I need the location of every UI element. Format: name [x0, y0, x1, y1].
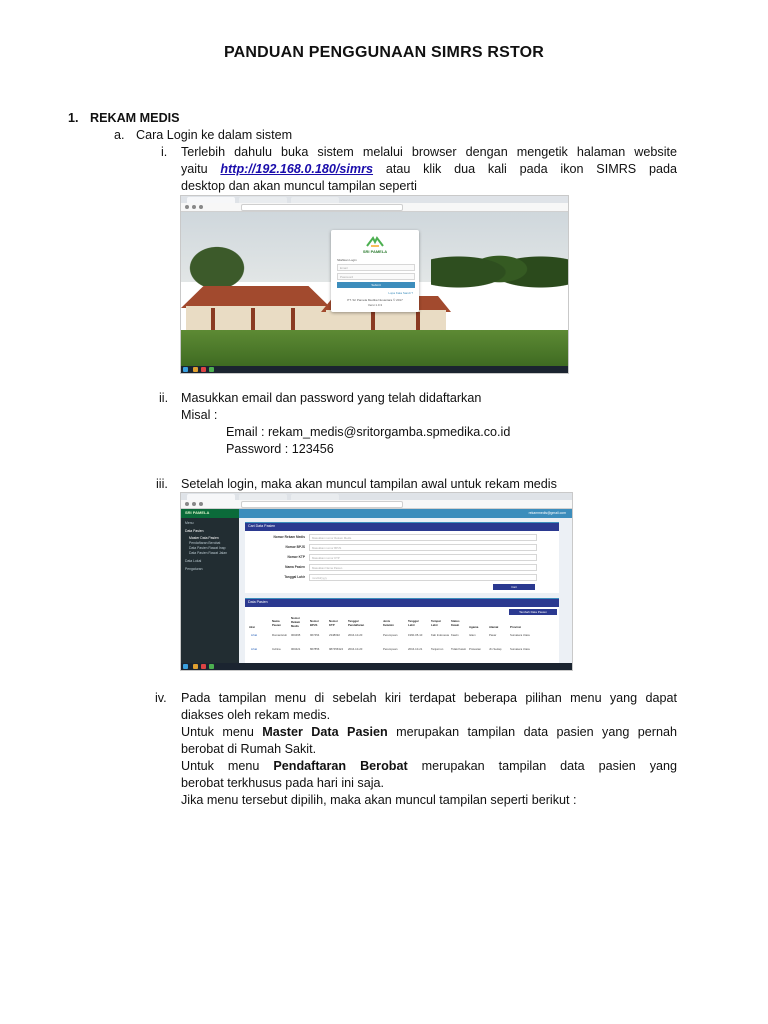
main-content [239, 518, 572, 663]
subsection-letter: a. [114, 128, 125, 142]
step2-line2: Misal : [181, 408, 218, 422]
step4-line7: Jika menu tersebut dipilih, maka akan muncul tampilan seperti berikut : [181, 793, 577, 807]
document-title: PANDUAN PENGGUNAAN SIMRS RSTOR [223, 44, 545, 61]
table-header-cell: Nama Pasien [272, 619, 282, 627]
windows-taskbar [181, 366, 568, 373]
table-cell: 2016-10-21 [408, 647, 423, 651]
patient-panel-title: Data Pasien [248, 600, 268, 604]
table-cell: Sumatera Utara [510, 647, 530, 651]
table-cell: Protestan [469, 647, 481, 651]
step1-line2 [181, 161, 677, 178]
step4-line5-suffix: merupakan tampilan data pasien yang [421, 759, 678, 773]
sidebar-brand: SRI PAMELA [185, 510, 210, 515]
login-footer-version: Versi 1.0.3 [367, 303, 383, 307]
step4-numeral: iv. [155, 691, 167, 705]
sri-pamela-logo-icon [365, 236, 385, 248]
step4-line5 [181, 758, 677, 775]
table-cell: 967454 [310, 633, 320, 637]
reload-icon [199, 205, 203, 209]
ktp-input[interactable] [309, 554, 537, 561]
search-button[interactable]: Cari [493, 584, 535, 590]
subsection-title: Cara Login ke dalam sistem [136, 128, 293, 142]
step1-numeral: i. [161, 145, 168, 159]
table-header-cell: Provinsi [510, 625, 522, 629]
browser-tab-bar [181, 493, 572, 500]
sidebar-brand-bar [181, 509, 239, 518]
table-cell: 867856 [310, 647, 320, 651]
field-label: Nomor KTP [287, 555, 305, 559]
explorer-icon [193, 664, 198, 669]
browser-address-bar [181, 500, 572, 509]
search-panel [245, 522, 559, 593]
login-submit-button[interactable]: Submit [337, 282, 415, 288]
menu-pendaftaran-berobat: Pendaftaran Berobat [273, 759, 408, 773]
windows-taskbar [181, 663, 572, 670]
rekam-medis-input[interactable] [309, 534, 537, 541]
table-cell: 2016-10-20 [348, 633, 363, 637]
table-cell: 1960-05-10 [408, 633, 423, 637]
input-placeholder: mm/dd/yyyy [312, 576, 327, 580]
field-label: Nomor Rekam Medis [273, 535, 305, 539]
step4-line5-prefix: Untuk menu [181, 759, 260, 773]
field-label: Nama Pasien [285, 565, 305, 569]
table-cell: Tanjunrun [431, 647, 444, 651]
step1-line2-suffix: atau klik dua kali pada ikon SIMRS pada [385, 162, 678, 176]
sidebar-item-pengaturan[interactable]: Pengaturan [185, 567, 203, 571]
browser-address-bar [181, 203, 568, 212]
table-cell: 2016-10-20 [348, 647, 363, 651]
table-header-cell: Nomor Rekam Medis [291, 616, 301, 628]
table-cell: 2348092 [329, 633, 340, 637]
browser-tab-bar [181, 196, 568, 203]
login-heading: Silahkan Login [337, 258, 357, 262]
email-placeholder: Email [340, 266, 348, 270]
login-password-input[interactable] [337, 273, 415, 280]
field-label: Tanggal Lahir [284, 575, 305, 579]
table-header-cell: Tanggal Pendaftaran [348, 619, 365, 627]
trees-illustration [431, 236, 568, 296]
sidebar [181, 509, 239, 663]
table-cell: Jln Sedap [489, 647, 502, 651]
app-icon [209, 664, 214, 669]
start-icon [183, 367, 188, 372]
table-cell: Romanistuti [272, 633, 287, 637]
explorer-icon [193, 367, 198, 372]
step3-line1: Setelah login, maka akan muncul tampilan awal untuk rekam medis [181, 477, 557, 491]
sidebar-item-pendaftaran-berobat[interactable]: Pendaftaran Berobat [189, 541, 221, 545]
sidebar-item-rawat-jalan[interactable]: Data Pasien Rawat Jalan [189, 551, 228, 555]
search-panel-title: Cari Data Pasien [248, 524, 276, 528]
table-header-cell: Nomor BPJS [310, 619, 320, 627]
tanggal-lahir-input[interactable] [309, 574, 537, 581]
table-header-cell: Tanggal Lahir [408, 619, 419, 627]
table-cell: Kawin [451, 633, 459, 637]
section-title: REKAM MEDIS [90, 111, 180, 125]
table-cell: Perempuan [383, 647, 398, 651]
step1-line1: Terlebih dahulu buka sistem melalui browser dengan mengetik halaman website [181, 145, 677, 159]
start-icon [183, 664, 188, 669]
top-navbar [239, 509, 572, 518]
patient-panel-header [245, 599, 559, 607]
step2-line1: Masukkan email dan password yang telah didaftarkan [181, 391, 482, 405]
forward-icon [192, 502, 196, 506]
table-cell: Pasar [489, 633, 497, 637]
login-footer-copyright: PT. Sri Pamela Medika Nusantara © 2017 [347, 298, 403, 302]
step1-line2-prefix: yaitu [181, 162, 208, 176]
table-header-cell: Alamat [489, 625, 499, 629]
step4-line3-suffix: merupakan tampilan data pasien yang pernah [396, 725, 678, 739]
reload-icon [199, 502, 203, 506]
input-placeholder: Masukkan nomor KTP [312, 556, 340, 560]
trees-illustration [181, 226, 271, 286]
field-label: Nomor BPJS [285, 545, 305, 549]
step4-line6: berobat terkhusus pada hari ini saja. [181, 776, 385, 790]
step4-line3-prefix: Untuk menu [181, 725, 254, 739]
input-placeholder: Masukkan nomor BPJS [312, 546, 342, 550]
back-icon [185, 502, 189, 506]
sidebar-item-data-lokal[interactable]: Data Lokal [185, 559, 202, 563]
step4-line4: berobat di Rumah Sakit. [181, 742, 317, 756]
back-icon [185, 205, 189, 209]
table-header-cell: Agama [469, 625, 479, 629]
table-cell: Indrina [272, 647, 281, 651]
lawn [181, 330, 568, 366]
example-password: Password : 123456 [226, 442, 334, 456]
sidebar-item-data-pasien[interactable]: Data Pasien [185, 529, 204, 533]
step2-numeral: ii. [159, 391, 169, 405]
app-icon [209, 367, 214, 372]
section-number: 1. [68, 111, 79, 125]
table-header-cell: Tempat Lahir [431, 619, 441, 627]
login-email-input[interactable] [337, 264, 415, 271]
search-panel-header [245, 523, 559, 531]
table-cell: Kab Indonesia [431, 633, 449, 637]
table-header-cell: Aksi [249, 625, 255, 629]
password-placeholder: Password [340, 275, 354, 279]
dashboard-screenshot [181, 493, 572, 670]
browser-icon [201, 664, 206, 669]
menu-master-data-pasien: Master Data Pasien [262, 725, 388, 739]
table-header-cell: Jenis Kelamin [383, 619, 394, 627]
step3-numeral: iii. [156, 477, 168, 491]
forward-icon [192, 205, 196, 209]
login-card [331, 230, 419, 312]
input-placeholder: Masukkan nomor Rekam Medis [312, 536, 352, 540]
step4-line2: diakses oleh rekam medis. [181, 708, 331, 722]
step1-line3: desktop dan akan muncul tampilan seperti [181, 179, 417, 193]
sidebar-item-rawat-inap[interactable]: Data Pasien Rawat Inap [189, 546, 226, 550]
table-header-cell: Status Kawin [451, 619, 460, 627]
example-email: Email : rekam_medis@sritorgamba.spmedika.co.id [226, 425, 511, 439]
table-cell: 000495 [291, 633, 301, 637]
patient-data-panel [245, 598, 559, 669]
login-brand: SRI PAMELA [362, 249, 388, 254]
building-roof [181, 286, 331, 308]
table-cell: 000421 [291, 647, 301, 651]
add-patient-button[interactable]: Tambah Data Pasien [509, 609, 557, 615]
table-cell: Perempuan [383, 633, 398, 637]
input-placeholder: Masukkan Nama Pasien [312, 566, 343, 570]
browser-icon [201, 367, 206, 372]
user-account[interactable]: rekammedis@gmail.com [528, 511, 566, 515]
nama-pasien-input[interactable] [309, 564, 537, 571]
step4-line3 [181, 724, 677, 741]
table-header-cell: Nomor KTP [329, 619, 339, 627]
table-cell: Tidak Kawin [451, 647, 467, 651]
view-row-link[interactable]: Lihat [251, 647, 258, 651]
simrs-url-link[interactable]: http://192.168.0.180/simrs [220, 162, 374, 176]
table-cell: Islam [469, 633, 476, 637]
sidebar-item-master-data-pasien[interactable]: Master Data Pasien [189, 536, 219, 540]
table-cell: Sumatera Utara [510, 633, 530, 637]
url-field [241, 204, 403, 211]
forgot-password-link[interactable]: Lupa Kata Sandi ? [388, 291, 413, 295]
login-screenshot [181, 196, 568, 373]
view-row-link[interactable]: Lihat [251, 633, 258, 637]
table-cell: 987456324 [329, 647, 343, 651]
step4-line1: Pada tampilan menu di sebelah kiri terdapat beberapa pilihan menu yang dapat [181, 691, 677, 705]
sidebar-menu-header: Menu [185, 521, 194, 525]
url-field [241, 501, 403, 508]
bpjs-input[interactable] [309, 544, 537, 551]
